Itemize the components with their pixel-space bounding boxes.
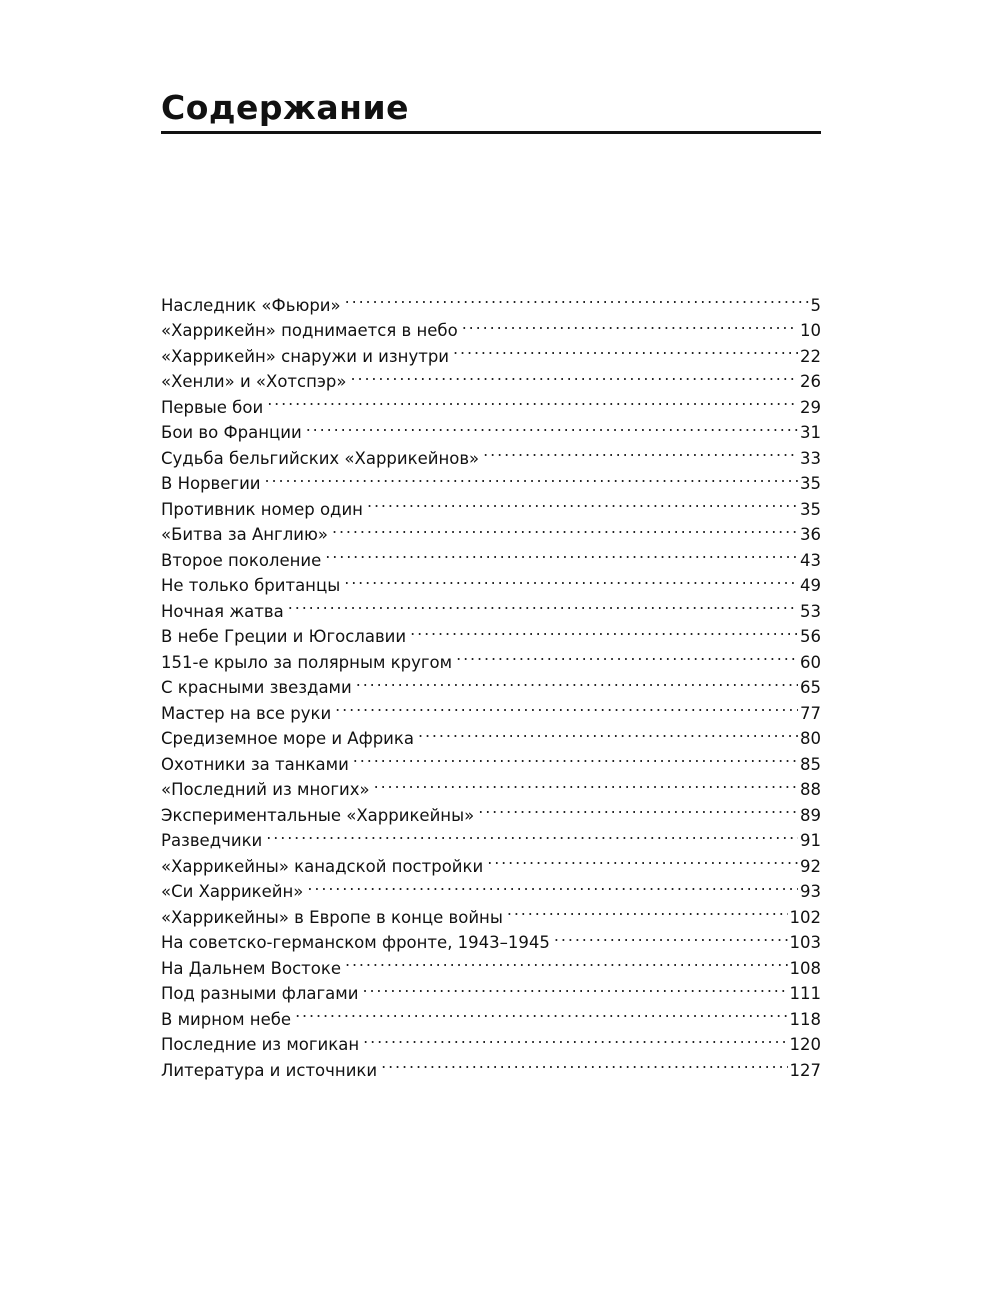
toc-entry-title: Не только британцы — [161, 576, 341, 595]
toc-entry-page-number: 85 — [800, 754, 821, 774]
toc-entry-page-number: 53 — [800, 601, 821, 621]
toc-entry-title: Под разными флагами — [161, 984, 359, 1003]
toc-entry-page-number: 10 — [800, 321, 821, 340]
toc-entry-title: Последние из могикан — [161, 1035, 360, 1054]
toc-entry-page-number: 120 — [789, 1035, 821, 1054]
toc-entry-page-number: 36 — [800, 525, 821, 544]
toc-dot-leader — [356, 668, 798, 694]
toc-dot-leader — [267, 387, 798, 413]
toc-entry-title: «Хенли» и «Хотспэр» — [161, 372, 347, 391]
toc-dot-leader — [345, 948, 788, 974]
toc-entry-title: Противник номер один — [161, 499, 363, 519]
toc-dot-leader — [351, 362, 798, 388]
toc-entry-page-number: 56 — [800, 627, 821, 646]
toc-entry-title: «Си Харрикейн» — [161, 882, 304, 901]
toc-entry-title: Ночная жатва — [161, 601, 284, 621]
toc-dot-leader — [478, 795, 798, 821]
toc-entry-title: «Харрикейны» в Европе в конце войны — [161, 907, 503, 927]
toc-entry-title: Разведчики — [161, 831, 263, 850]
toc-entry-title: «Харрикейн» снаружи и изнутри — [161, 346, 450, 366]
toc-dot-leader — [332, 515, 798, 541]
toc-dot-leader — [265, 464, 798, 490]
toc-entry-page-number: 22 — [800, 346, 821, 366]
table-of-contents — [161, 285, 821, 1080]
toc-entry-title: «Битва за Англию» — [161, 525, 328, 544]
toc-dot-leader — [288, 591, 798, 617]
toc-entry-title: Второе поколение — [161, 550, 322, 570]
toc-dot-leader — [367, 489, 798, 515]
toc-entry-page-number: 102 — [789, 907, 821, 927]
toc-entry-page-number: 127 — [789, 1060, 821, 1080]
toc-entry-title: Наследник «Фьюри» — [161, 295, 341, 315]
toc-entry-page-number: 31 — [800, 423, 821, 442]
toc-entry-title: В небе Греции и Югославии — [161, 627, 407, 646]
toc-entry-page-number: 65 — [800, 678, 821, 697]
toc-dot-leader — [483, 438, 798, 464]
toc-entry-page-number: 29 — [800, 397, 821, 417]
toc-entry-page-number: 60 — [800, 652, 821, 672]
toc-entry-title: Экспериментальные «Харрикейны» — [161, 805, 475, 825]
toc-entry-title: На Дальнем Востоке — [161, 958, 341, 978]
toc-dot-leader — [266, 821, 798, 847]
toc-dot-leader — [306, 413, 798, 439]
title-divider — [161, 131, 821, 134]
toc-dot-leader — [453, 336, 798, 362]
toc-entry-page-number: 118 — [789, 1009, 821, 1029]
toc-entry-page-number: 108 — [789, 958, 821, 978]
toc-entry-title: Мастер на все руки — [161, 703, 332, 723]
toc-entry-title: В мирном небе — [161, 1009, 292, 1029]
toc-entry-page-number: 35 — [800, 474, 821, 493]
toc-entry-page-number: 33 — [800, 448, 821, 468]
toc-entry-page-number: 26 — [800, 372, 821, 391]
toc-dot-leader — [487, 846, 798, 872]
toc-dot-leader — [345, 285, 809, 311]
toc-entry — [161, 285, 821, 315]
toc-entry-page-number: 35 — [800, 499, 821, 519]
toc-dot-leader — [374, 770, 798, 796]
toc-entry-page-number: 80 — [800, 729, 821, 748]
toc-entry-page-number: 43 — [800, 550, 821, 570]
toc-entry-page-number: 111 — [789, 984, 821, 1003]
toc-entry-title: «Последний из многих» — [161, 780, 370, 799]
toc-dot-leader — [507, 897, 788, 923]
toc-entry-page-number: 103 — [789, 933, 821, 952]
toc-entry-page-number: 93 — [800, 882, 821, 901]
toc-entry-title: В Норвегии — [161, 474, 261, 493]
toc-entry-title: «Харрикейны» канадской постройки — [161, 856, 484, 876]
toc-entry-title: Первые бои — [161, 397, 264, 417]
toc-dot-leader — [353, 744, 798, 770]
toc-dot-leader — [363, 1025, 787, 1051]
toc-dot-leader — [362, 974, 787, 1000]
toc-entry-page-number: 92 — [800, 856, 821, 876]
toc-entry-title: С красными звездами — [161, 678, 352, 697]
page-title: Содержание — [161, 88, 409, 127]
toc-entry-page-number: 91 — [800, 831, 821, 850]
toc-dot-leader — [456, 642, 798, 668]
toc-entry-page-number: 77 — [800, 703, 821, 723]
toc-entry-title: «Харрикейн» поднимается в небо — [161, 321, 458, 340]
toc-entry-title: Литература и источники — [161, 1060, 378, 1080]
toc-entry-title: Средиземное море и Африка — [161, 729, 414, 748]
toc-dot-leader — [344, 566, 798, 592]
toc-entry-title: Судьба бельгийских «Харрикейнов» — [161, 448, 480, 468]
toc-entry-title: 151-е крыло за полярным кругом — [161, 652, 453, 672]
toc-entry-page-number: 88 — [800, 780, 821, 799]
toc-entry-title: Бои во Франции — [161, 423, 302, 442]
toc-dot-leader — [410, 617, 798, 643]
toc-dot-leader — [462, 311, 798, 337]
toc-dot-leader — [554, 923, 788, 949]
toc-dot-leader — [335, 693, 798, 719]
toc-entry-title: На советско-германском фронте, 1943–1945 — [161, 933, 550, 952]
toc-dot-leader — [418, 719, 798, 745]
toc-dot-leader — [381, 1050, 787, 1076]
toc-entry-page-number: 49 — [800, 576, 821, 595]
toc-entry-page-number: 89 — [800, 805, 821, 825]
toc-dot-leader — [307, 872, 798, 898]
toc-entry-title: Охотники за танками — [161, 754, 349, 774]
toc-dot-leader — [295, 999, 787, 1025]
toc-dot-leader — [325, 540, 798, 566]
toc-entry-page-number: 5 — [810, 295, 821, 315]
